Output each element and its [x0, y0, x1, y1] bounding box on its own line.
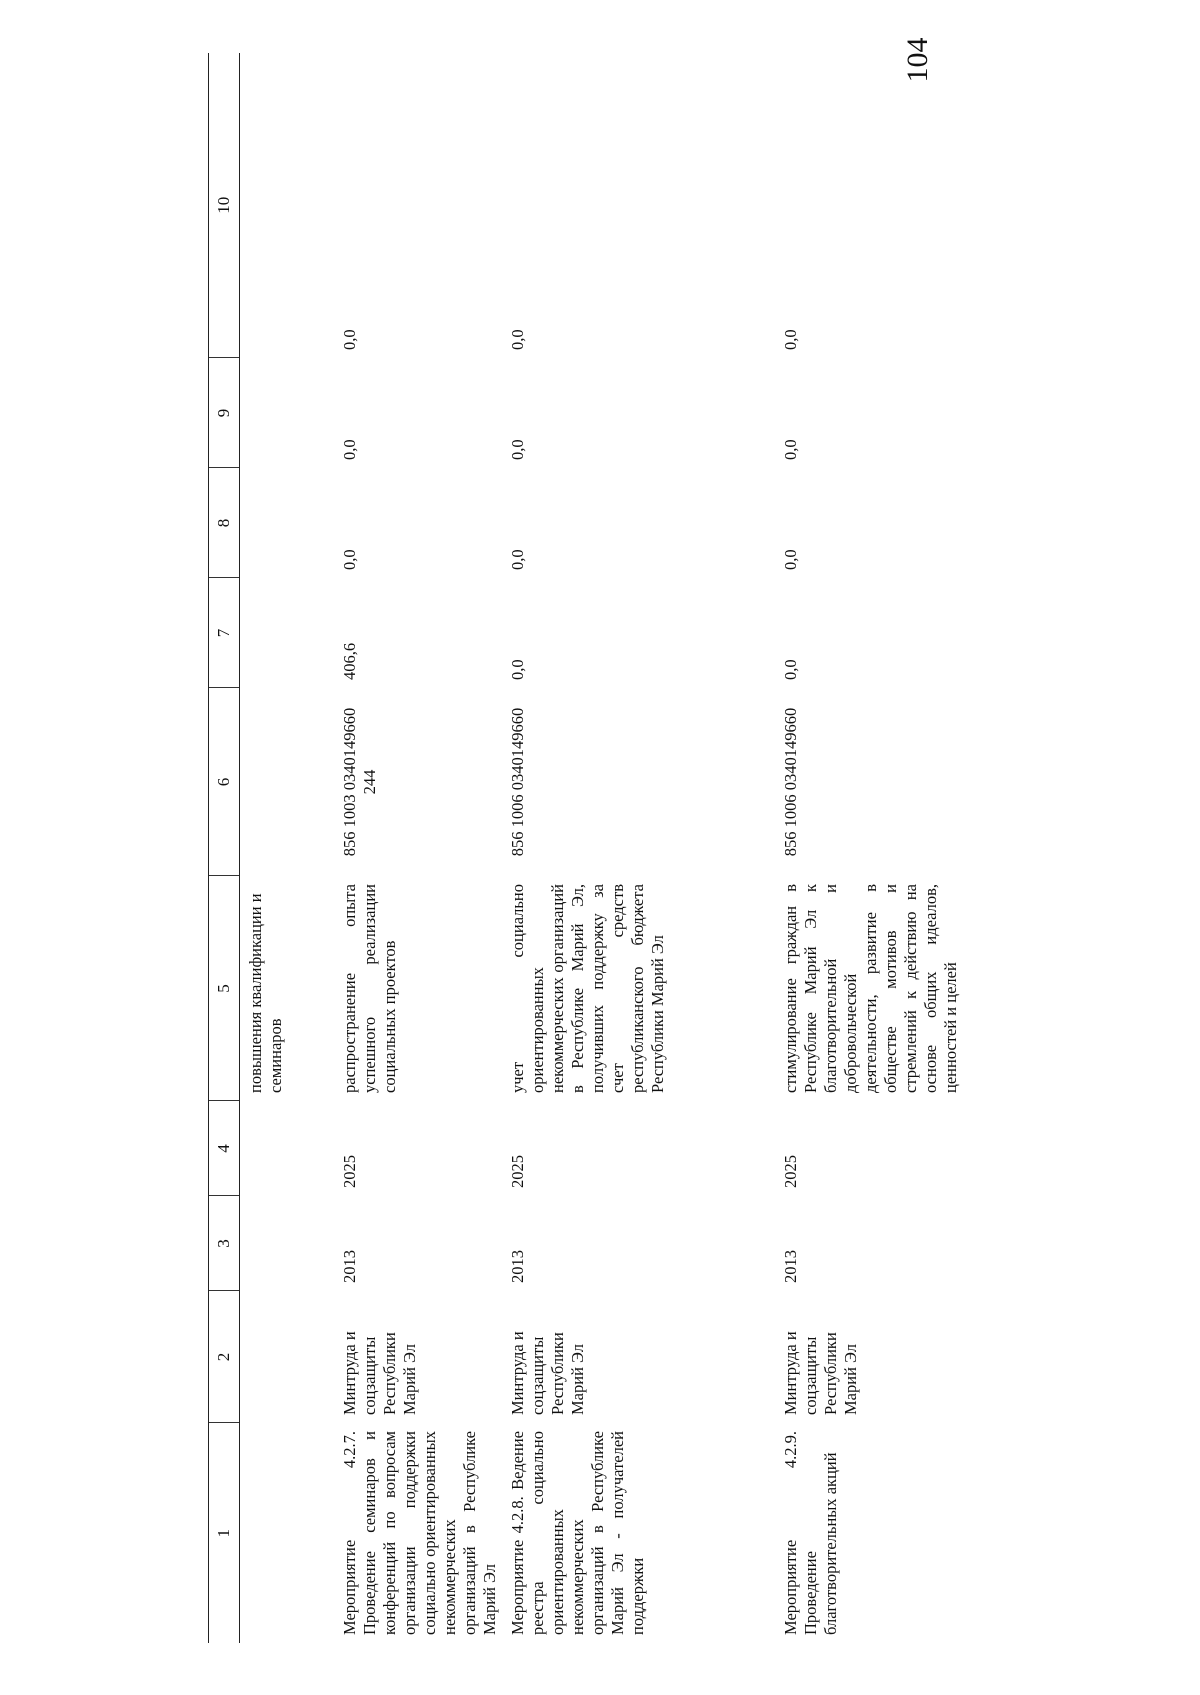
- measure-cell: Мероприятие 4.2.9. Проведение благотворительных акций: [781, 1431, 840, 1635]
- header-cell: 5: [209, 876, 240, 1101]
- value-cell: 0,0: [508, 439, 527, 460]
- start-year-cell: 2013: [508, 1250, 527, 1283]
- value-cell: 0,0: [508, 549, 527, 570]
- measure-cell: Мероприятие 4.2.7. Проведение семинаров и конференций по вопросам организации поддержки социально ориентированных некоммерческих организаций в Республике Марий Эл: [340, 1431, 499, 1635]
- program-table: [208, 53, 1041, 1643]
- header-cell: 10: [209, 53, 240, 358]
- budget-code-cell: 856 1006 0340149660: [781, 707, 800, 857]
- end-year-cell: 2025: [781, 1155, 800, 1188]
- table-row: [773, 53, 1041, 1643]
- header-cell: 4: [209, 1101, 240, 1196]
- executor-cell: Минтруда и соцзащиты Республики Марий Эл: [781, 1331, 860, 1415]
- value-cell: 0,0: [781, 659, 800, 680]
- value-cell: 0,0: [508, 329, 527, 350]
- continuation-row: [240, 53, 327, 1643]
- budget-code-cell: 856 1006 0340149660: [508, 707, 527, 857]
- result-cell: стимулирование граждан в Республике Марий Эл к благотворительной и добровольческой деятельности, развитие в обществе мотивов и стремлений к действию на основе общих идеалов, ценностей и целей: [781, 884, 960, 1093]
- value-cell: 0,0: [340, 329, 359, 350]
- measure-cell: Мероприятие 4.2.8. Ведение реестра социально ориентированных некоммерческих организаций в Республике Марий Эл - получателей поддержки: [508, 1431, 647, 1635]
- continuation-text: повышения квалификации и семинаров: [246, 893, 285, 1093]
- start-year-cell: 2013: [340, 1250, 359, 1283]
- end-year-cell: 2025: [340, 1155, 359, 1188]
- rotated-table-container: [208, 53, 1023, 1643]
- header-cell: 6: [209, 688, 240, 876]
- budget-code-cell: 856 1003 0340149660 244: [340, 707, 379, 857]
- executor-cell: Минтруда и соцзащиты Республики Марий Эл: [508, 1331, 587, 1415]
- value-cell: 0,0: [508, 659, 527, 680]
- value-cell: 0,0: [781, 329, 800, 350]
- header-cell: 8: [209, 468, 240, 578]
- value-cell: 0,0: [781, 549, 800, 570]
- header-cell: 1: [209, 1423, 240, 1643]
- header-cell: 9: [209, 358, 240, 468]
- result-cell: распространение опыта успешного реализации социальных проектов: [340, 884, 399, 1093]
- page-number: 104: [901, 37, 934, 83]
- table-row: [326, 53, 500, 1643]
- header-cell: 3: [209, 1196, 240, 1291]
- result-cell: учет социально ориентированных некоммерческих организаций в Республике Марий Эл, получивших поддержку за счет средств республиканского бюджета Республики Марий Эл: [508, 884, 667, 1093]
- executor-cell: Минтруда и соцзащиты Республики Марий Эл: [340, 1331, 419, 1415]
- value-cell: 406,6: [340, 642, 359, 680]
- value-cell: 0,0: [340, 549, 359, 570]
- end-year-cell: 2025: [508, 1155, 527, 1188]
- start-year-cell: 2013: [781, 1250, 800, 1283]
- header-row: [209, 53, 240, 1643]
- value-cell: 0,0: [340, 439, 359, 460]
- table-row: [500, 53, 773, 1643]
- header-cell: 2: [209, 1291, 240, 1423]
- value-cell: 0,0: [781, 439, 800, 460]
- header-cell: 7: [209, 578, 240, 688]
